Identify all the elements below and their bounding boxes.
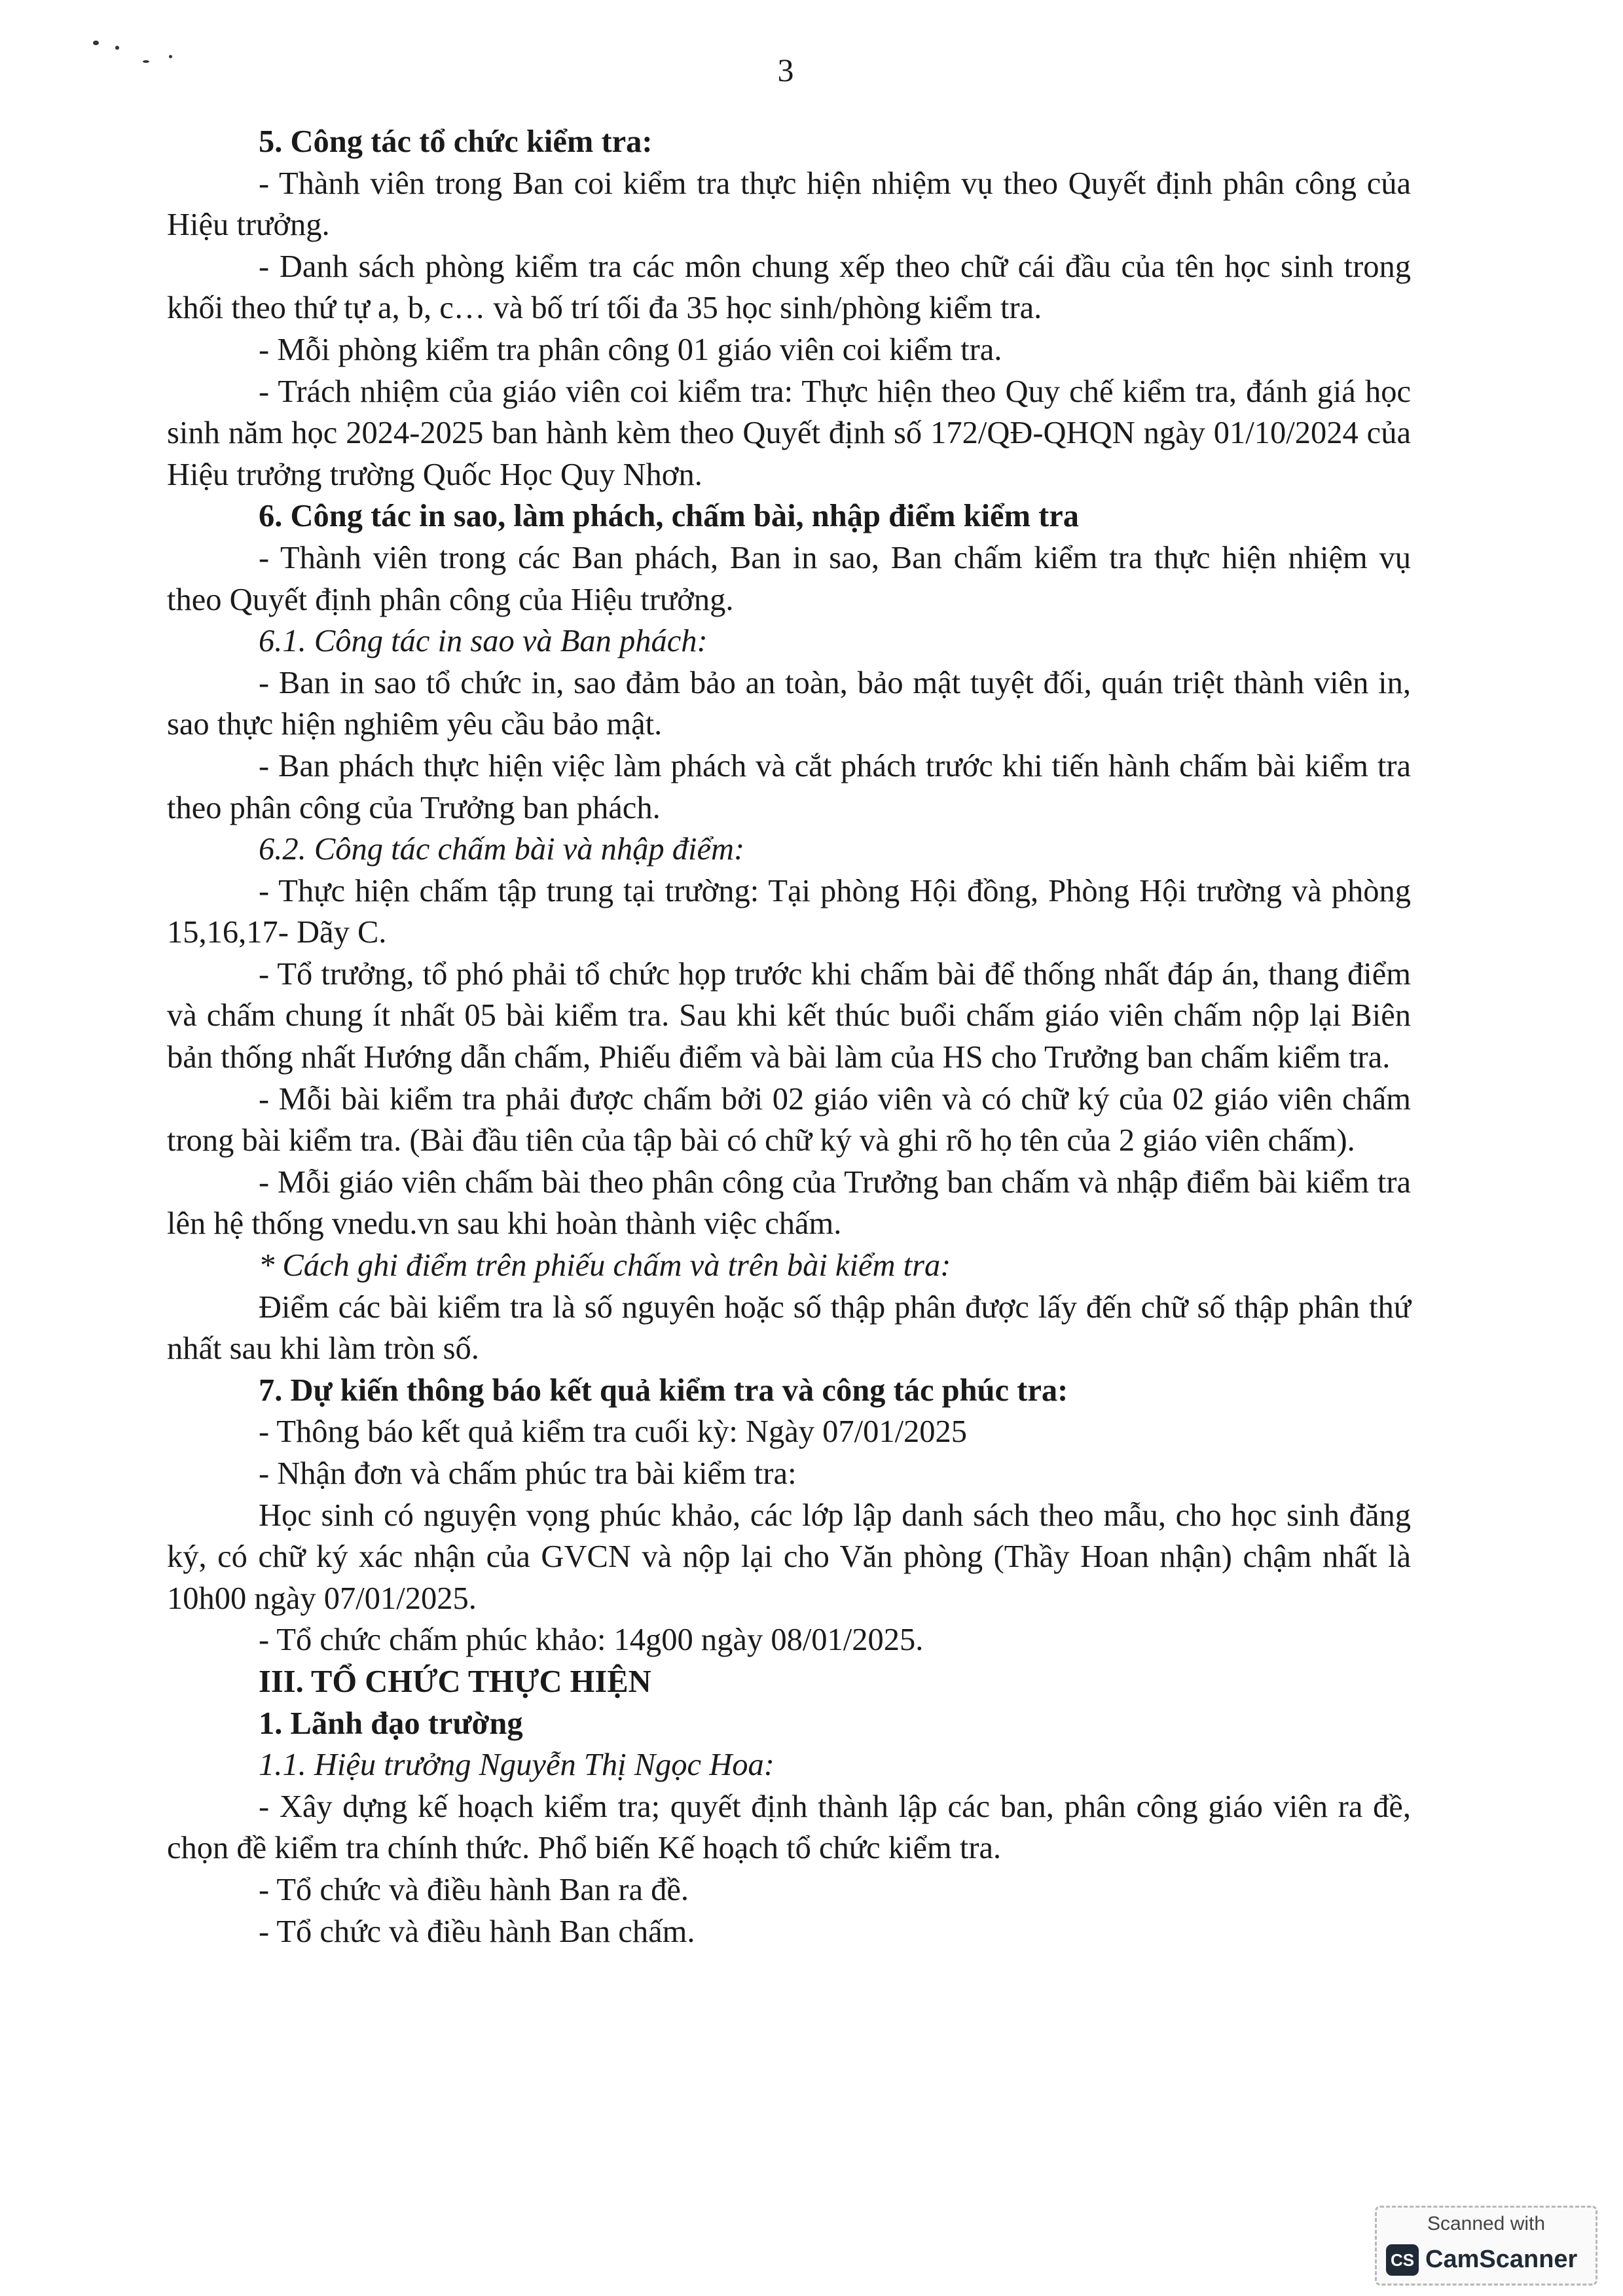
paragraph: - Tổ trưởng, tổ phó phải tổ chức họp trước khi chấm bài để thống nhất đáp án, thang điểm và chấm chung ít nhất 05 bài kiểm tra. Sau khi kết thúc buổi chấm giáo viên chấm nộp lại Biên bản thống nhất Hướng dẫn chấm, Phiếu điểm và bài làm của HS cho Trưởng ban chấm kiểm tra.: [167, 956, 1411, 1075]
paragraph: - Tổ chức và điều hành Ban ra đề.: [259, 1872, 689, 1907]
paragraph: - Tổ chức và điều hành Ban chấm.: [259, 1914, 695, 1949]
paragraph: - Thành viên trong các Ban phách, Ban in sao, Ban chấm kiểm tra thực hiện nhiệm vụ theo Quyết định phân công của Hiệu trưởng.: [167, 540, 1411, 617]
section-heading: III. TỔ CHỨC THỰC HIỆN: [259, 1664, 651, 1699]
camscanner-watermark: [1375, 2206, 1597, 2286]
section-heading: 7. Dự kiến thông báo kết quả kiểm tra và công tác phúc tra:: [259, 1372, 1068, 1408]
subsection-heading: 6.1. Công tác in sao và Ban phách:: [259, 624, 708, 659]
page-number: 3: [777, 52, 794, 88]
paragraph: - Ban phách thực hiện việc làm phách và cắt phách trước khi tiến hành chấm bài kiểm tra theo phân công của Trưởng ban phách.: [167, 748, 1411, 825]
paragraph: - Mỗi giáo viên chấm bài theo phân công của Trưởng ban chấm và nhập điểm bài kiểm tra lên hệ thống vnedu.vn sau khi hoàn thành việc chấm.: [167, 1164, 1411, 1242]
paragraph: - Thực hiện chấm tập trung tại trường: Tại phòng Hội đồng, Phòng Hội trường và phòng 15,16,17- Dãy C.: [167, 873, 1411, 950]
scan-speck: [93, 41, 99, 45]
paragraph: - Tổ chức chấm phúc khảo: 14g00 ngày 08/01/2025.: [259, 1623, 924, 1658]
paragraph: - Nhận đơn và chấm phúc tra bài kiểm tra:: [259, 1456, 797, 1491]
paragraph: - Thông báo kết quả kiểm tra cuối kỳ: Ngày 07/01/2025: [259, 1414, 968, 1450]
subsection-heading: * Cách ghi điểm trên phiếu chấm và trên bài kiểm tra:: [259, 1248, 951, 1283]
paragraph: - Danh sách phòng kiểm tra các môn chung xếp theo chữ cái đầu của tên học sinh trong khối theo thứ tự a, b, c… và bố trí tối đa 35 học sinh/phòng kiểm tra.: [167, 249, 1411, 326]
camscanner-logo-icon: CS: [1386, 2244, 1419, 2276]
paragraph: - Mỗi bài kiểm tra phải được chấm bởi 02 giáo viên và có chữ ký của 02 giáo viên chấm trong bài kiểm tra. (Bài đầu tiên của tập bài có chữ ký và ghi rõ họ tên của 2 giáo viên chấm).: [167, 1081, 1411, 1158]
document-body: [167, 121, 1411, 1952]
subsection-heading: 6.2. Công tác chấm bài và nhập điểm:: [259, 832, 745, 867]
paragraph: Điểm các bài kiểm tra là số nguyên hoặc số thập phân được lấy đến chữ số thập phân thứ nhất sau khi làm tròn số.: [167, 1289, 1411, 1367]
paragraph: - Trách nhiệm của giáo viên coi kiểm tra: Thực hiện theo Quy chế kiểm tra, đánh giá học sinh năm học 2024-2025 ban hành kèm theo Quyết định số 172/QĐ-QHQN ngày 01/10/2024 của Hiệu trưởng trường Quốc Học Quy Nhơn.: [167, 374, 1411, 492]
paragraph: - Xây dựng kế hoạch kiểm tra; quyết định thành lập các ban, phân công giáo viên ra đề, chọn đề kiểm tra chính thức. Phổ biến Kế hoạch tổ chức kiểm tra.: [167, 1789, 1411, 1866]
watermark-brand: CamScanner: [1425, 2246, 1578, 2273]
section-heading: 5. Công tác tổ chức kiểm tra:: [259, 124, 653, 159]
watermark-caption: Scanned with: [1427, 2213, 1546, 2234]
paragraph: - Thành viên trong Ban coi kiểm tra thực hiện nhiệm vụ theo Quyết định phân công của Hiệu trưởng.: [167, 166, 1411, 243]
scan-speck: [115, 46, 119, 50]
section-heading: 6. Công tác in sao, làm phách, chấm bài, nhập điểm kiểm tra: [259, 499, 1080, 534]
paragraph: - Mỗi phòng kiểm tra phân công 01 giáo viên coi kiểm tra.: [259, 332, 1002, 367]
subsection-heading: 1.1. Hiệu trưởng Nguyễn Thị Ngọc Hoa:: [259, 1748, 775, 1783]
section-heading: 1. Lãnh đạo trường: [259, 1706, 523, 1741]
paragraph: - Ban in sao tổ chức in, sao đảm bảo an toàn, bảo mật tuyệt đối, quán triệt thành viên in, sao thực hiện nghiêm yêu cầu bảo mật.: [167, 665, 1411, 742]
paragraph: Học sinh có nguyện vọng phúc khảo, các lớp lập danh sách theo mẫu, cho học sinh đăng ký, có chữ ký xác nhận của GVCN và nộp lại cho Văn phòng (Thầy Hoan nhận) chậm nhất là 10h00 ngày 07/01/2025.: [167, 1498, 1411, 1616]
